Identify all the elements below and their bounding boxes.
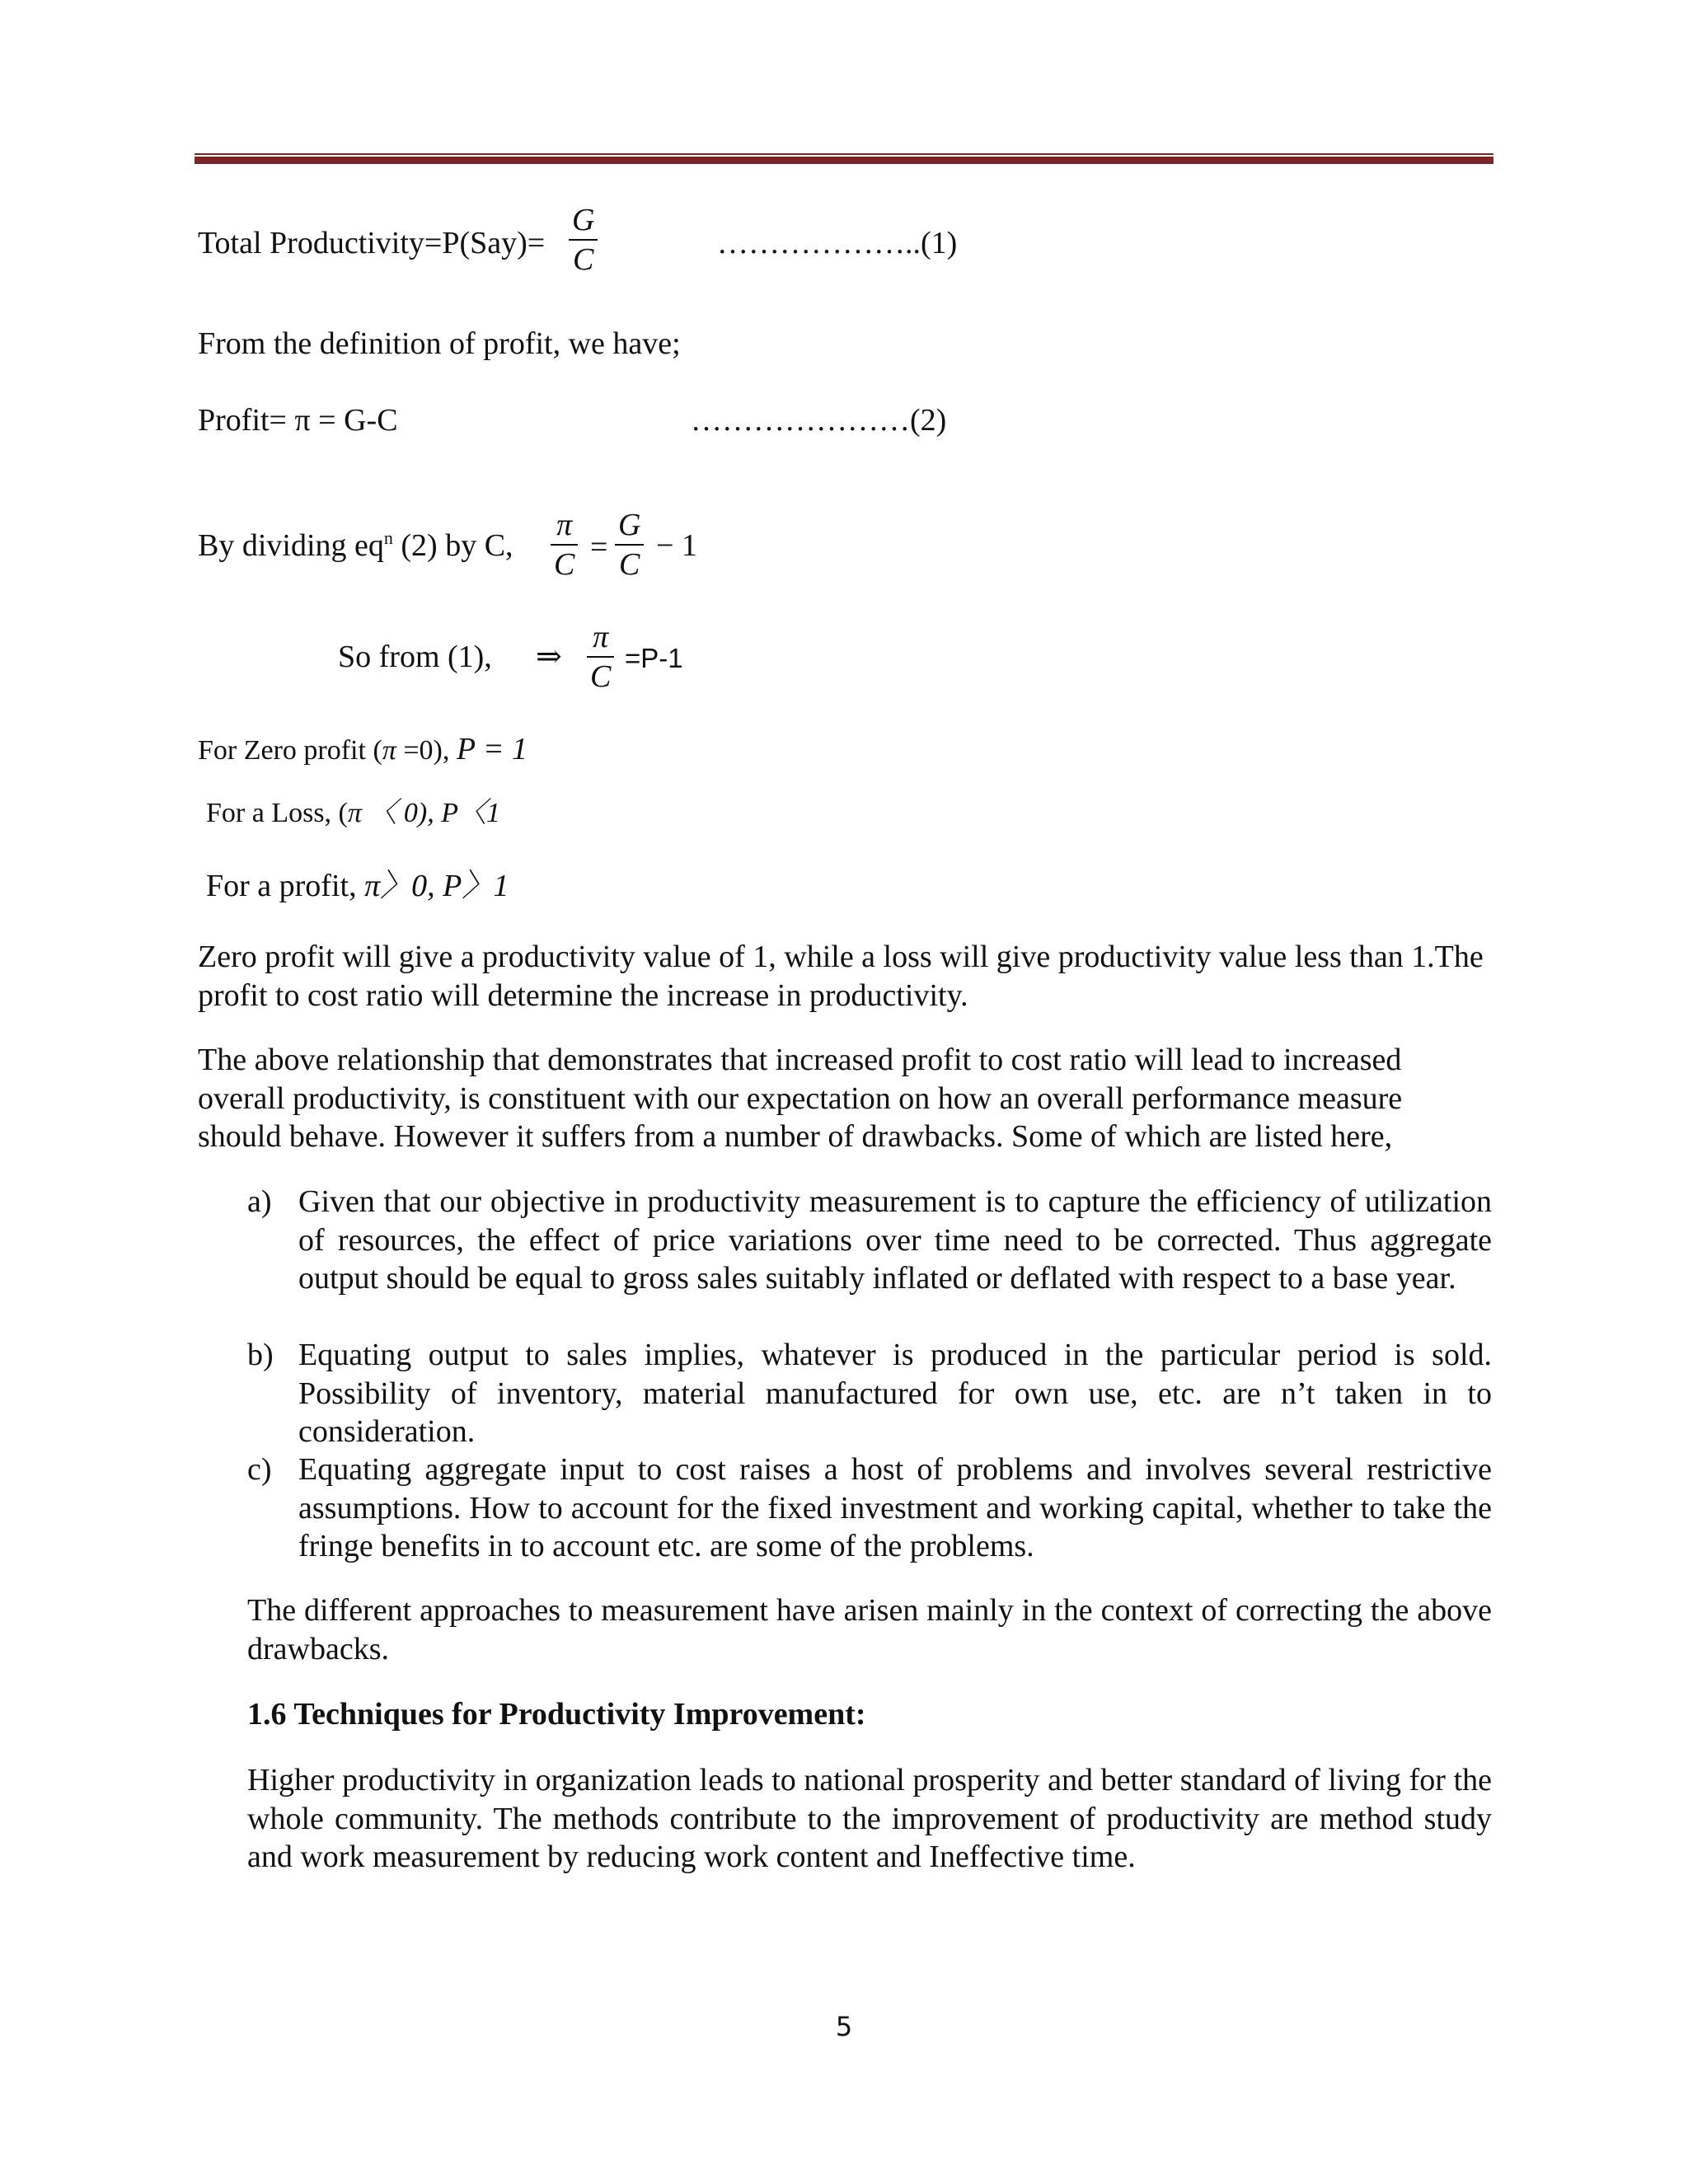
eq3-label xyxy=(198,527,513,565)
eq4-denominator: C xyxy=(590,659,612,694)
eq1-label: Total Productivity=P(Say)= xyxy=(198,226,546,260)
loss-result: P〈1 xyxy=(441,798,501,828)
list-item-text: Equating output to sales implies, whatever is produced in the particular period is sold. Possibility of inventory, material manufactured for own use, etc. are n’t taken in to consideration. xyxy=(298,1338,1492,1449)
header-rule-thin xyxy=(195,153,1493,155)
loss-condition: π 〈 0), xyxy=(347,798,442,828)
eq4-rhs: =P-1 xyxy=(625,643,683,673)
eq3-suffix: (2) by C, xyxy=(392,528,513,563)
eq3-rhs-fraction xyxy=(615,508,644,582)
profit-definition-text: From the definition of profit, we have; xyxy=(198,326,681,361)
eq1-numerator: G xyxy=(572,203,595,237)
list-marker: a) xyxy=(247,1184,272,1219)
loss-case xyxy=(206,794,500,832)
paragraph-higher-productivity: Higher productivity in organization leads to national prosperity and better standard of living for the whole community. The methods contribute to the improvement of productivity are method study and work measurement by reducing work content and Ineffective time. xyxy=(247,1763,1492,1874)
paragraph-relationship: The above relationship that demonstrates that increased profit to cost ratio will lead to increased overall productivity, is constituent with our expectation on how an overall performance measure should behave. However it suffers from a number of drawbacks. Some of which are listed here, xyxy=(198,1043,1403,1154)
eq1-fraction xyxy=(569,203,598,277)
eq3-prefix: By dividing eq xyxy=(198,528,384,563)
eq1-denominator: C xyxy=(573,242,594,277)
list-item xyxy=(247,1451,1492,1566)
paragraph-approaches: The different approaches to measurement have arisen mainly in the context of correcting the above drawbacks. xyxy=(247,1593,1492,1666)
eq1-reference: ………………..(1) xyxy=(717,226,958,260)
eq2-label: Profit= π = G-C xyxy=(198,403,398,438)
eq3-rhs-numerator: G xyxy=(618,508,641,542)
profit-case xyxy=(206,867,509,905)
list-item-text: Given that our objective in productivity measurement is to capture the efficiency of utilization of resources, the effect of price variations over time need to be corrected. Thus aggregate output should be equal to gross sales suitably inflated or deflated with respect to a base year. xyxy=(298,1184,1492,1296)
header-rule xyxy=(195,157,1493,164)
fraction-bar xyxy=(551,544,578,546)
eq4-fraction xyxy=(587,620,614,694)
eq3-minus-one: − 1 xyxy=(656,528,697,563)
eq3-equals: = xyxy=(590,530,608,565)
fraction-bar xyxy=(569,239,598,241)
eq4-numerator: π xyxy=(593,620,609,654)
zero-profit-case xyxy=(198,730,528,770)
zero-profit-result: P = 1 xyxy=(456,732,528,766)
zero-profit-condition: =0), xyxy=(396,735,457,766)
zero-profit-label: For Zero profit ( xyxy=(198,735,382,766)
eq3-lhs-fraction xyxy=(551,508,578,582)
section-heading: 1.6 Techniques for Productivity Improvement: xyxy=(247,1697,866,1732)
eq3-superscript: n xyxy=(383,527,393,548)
implies-symbol: ⇒ xyxy=(536,640,562,674)
profit-label: For a profit, xyxy=(206,869,365,903)
profit-condition: π〉0, P〉1 xyxy=(364,869,509,903)
loss-label: For a Loss, ( xyxy=(206,798,348,828)
list-marker: c) xyxy=(247,1452,272,1487)
eq4-label: So from (1), xyxy=(338,640,492,674)
list-item-text: Equating aggregate input to cost raises a host of problems and involves several restrictive assumptions. How to account for the fixed investment and working capital, whether to take the fringe benefits in to account etc. are some of the problems. xyxy=(298,1452,1492,1563)
list-item xyxy=(247,1336,1492,1451)
page-number: 5 xyxy=(835,2011,853,2042)
eq3-rhs-denominator: C xyxy=(619,547,640,582)
fraction-bar xyxy=(587,656,614,658)
fraction-bar xyxy=(615,544,644,546)
pi-symbol: π xyxy=(382,735,396,766)
eq3-lhs-numerator: π xyxy=(556,508,573,542)
eq3-lhs-denominator: C xyxy=(554,547,575,582)
list-item xyxy=(247,1183,1492,1298)
eq2-reference: …………………(2) xyxy=(691,403,947,438)
list-marker: b) xyxy=(247,1338,274,1372)
paragraph-zero-profit: Zero profit will give a productivity value of 1, while a loss will give productivity value less than 1.The profit to cost ratio will determine the increase in productivity. xyxy=(198,940,1484,1013)
